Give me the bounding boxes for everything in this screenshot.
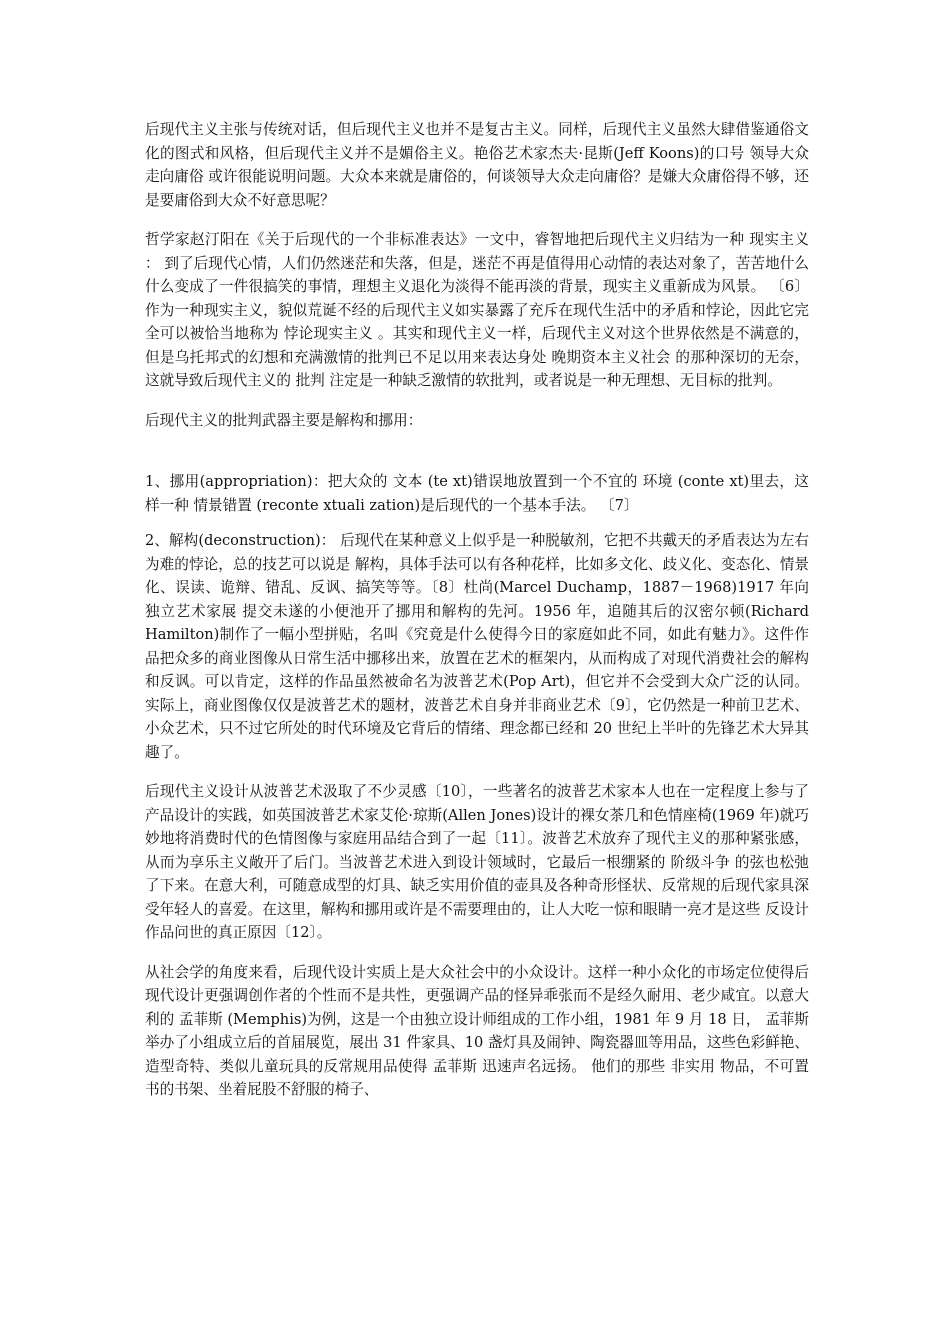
paragraph-pop-art-design: 后现代主义设计从波普艺术汲取了不少灵感〔10〕，一些著名的波普艺术家本人也在一定程度上参与了产品设计的实践，如英国波普艺术家艾伦·琼斯(Allen Jones)设计的裸女茶几和色情座椅(1969 年)就巧妙地将消费时代的色情图像与家庭用品结合到了一起〔11〕。波普艺术放弃了现代主义的那种紧张感，从而为享乐主义敞开了后门。当波普艺术进入到设计领域时，它最后一根绷紧的 阶级斗争 的弦也松弛了下来。在意大利，可随意成型的灯具、缺乏实用价值的壶具及各种奇形怪状、反常规的后现代家具深受年轻人的喜爱。在这里，解构和挪用或许是不需要理由的，让人大吃一惊和眼睛一亮才是这些 反设计 作品问世的真正原因〔12〕。 — [145, 783, 809, 941]
paragraph-critique-weapons: 后现代主义的批判武器主要是解构和挪用： — [145, 411, 423, 429]
paragraph-zhao-tingyang: 哲学家赵汀阳在《关于后现代的一个非标准表达》一文中，睿智地把后现代主义归结为一种 现实主义 ： 到了后现代心情，人们仍然迷茫和失落，但是，迷茫不再是值得用心动情的表达对象了，苦苦地什么什么变成了一件很搞笑的事情，理想主义退化为淡得不能再淡的背景，现实主义重新成为风景。 〔6〕作为一种现实主义，貌似荒诞不经的后现代主义如实暴露了充斥在现代生活中的矛盾和悖论，因此它完全可以被恰当地称为 悖论现实主义 。其实和现代主义一样，后现代主义对这个世界依然是不满意的，但是乌托邦式的幻想和充满激情的批判已不足以用来表达身处 晚期资本主义社会 的那种深切的无奈，这就导致后现代主义的 批判 注定是一种缺乏激情的软批判，或者说是一种无理想、无目标的批判。 — [145, 231, 809, 389]
paragraph-appropriation: 1、挪用(appropriation)：把大众的 文本 (te xt)错误地放置到一个不宜的 环境 (conte xt)里去，这样一种 情景错置 (reconte xtuali zation)是后现代的一个基本手法。 〔7〕 — [145, 473, 809, 514]
document-body — [145, 118, 809, 1118]
paragraph-sociology-memphis: 从社会学的角度来看，后现代设计实质上是大众社会中的小众设计。这样一种小众化的市场定位使得后现代设计更强调创作者的个性而不是共性，更强调产品的怪异乖张而不是经久耐用、老少咸宜。以意大利的 孟菲斯 (Memphis)为例，这是一个由独立设计师组成的工作小组，1981 年 9 月 18 日， 孟菲斯 举办了小组成立后的首届展览，展出 31 件家具、10 盏灯具及闹钟、陶瓷器皿等用品，这些色彩鲜艳、造型奇特、类似儿童玩具的反常规用品使得 孟菲斯 迅速声名远扬。 他们的那些 非实用 物品，不可置书的书架、坐着屁股不舒服的椅子、 — [145, 963, 809, 1098]
paragraph-postmodern-dialogue: 后现代主义主张与传统对话，但后现代主义也并不是复古主义。同样，后现代主义虽然大肆借鉴通俗文化的图式和风格，但后现代主义并不是媚俗主义。艳俗艺术家杰夫·昆斯(Jeff Koons)的口号 领导大众走向庸俗 或许很能说明问题。大众本来就是庸俗的，何谈领导大众走向庸俗？是嫌大众庸俗得不够，还是要庸俗到大众不好意思呢？ — [145, 121, 809, 209]
paragraph-deconstruction: 2、解构(deconstruction)： 后现代在某种意义上似乎是一种脱敏剂，它把不共戴天的矛盾表达为左右为难的悖论，总的技艺可以说是 解构，具体手法可以有各种花样，比如多文化、歧义化、变态化、情景化、误读、诡辩、错乱、反讽、搞笑等等。〔8〕杜尚(Marcel Duchamp，1887－1968)1917 年向 独立艺术家展 提交未遂的小便池开了挪用和解构的先河。1956 年，追随其后的汉密尔顿(Richard Hamilton)制作了一幅小型拼贴，名叫《究竟是什么使得今日的家庭如此不同，如此有魅力》。这件作品把众多的商业图像从日常生活中挪移出来，放置在艺术的框架内，从而构成了对现代消费社会的解构和反讽。可以肯定，这样的作品虽然被命名为波普艺术(Pop Art)，但它并不会受到大众广泛的认同。实际上，商业图像仅仅是波普艺术的题材，波普艺术自身并非商业艺术〔9〕，它仍然是一种前卫艺术、小众艺术，只不过它所处的时代环境及它背后的情绪、理念都已经和 20 世纪上半叶的先锋艺术大异其趣了。 — [145, 532, 809, 761]
